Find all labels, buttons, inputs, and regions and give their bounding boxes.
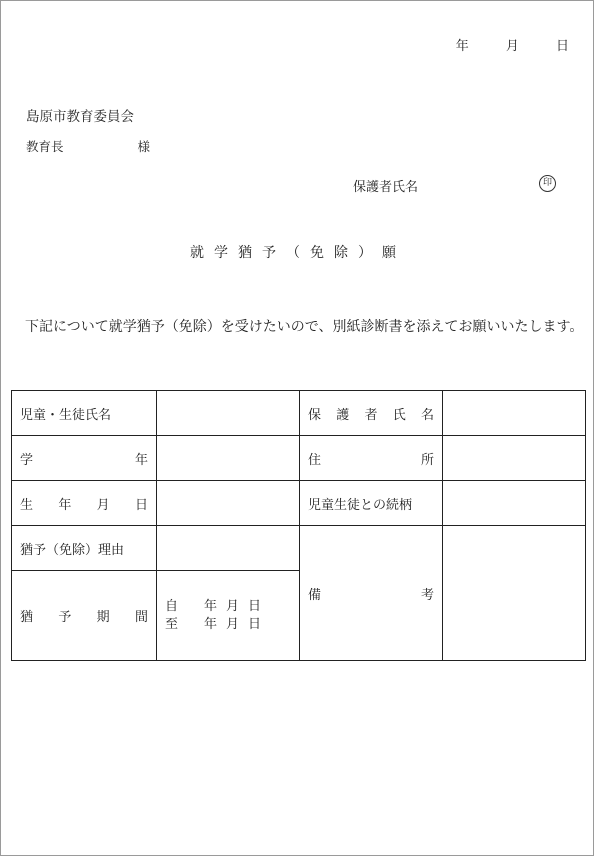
relation-label: 児童生徒との続柄 xyxy=(300,481,443,526)
guardian-char: 氏 xyxy=(392,407,406,423)
period-from-line: 自 年 月 日 xyxy=(165,598,261,614)
reason-label: 猶予（免除）理由 xyxy=(12,526,157,571)
date-year: 年 xyxy=(455,39,469,54)
addressee-line xyxy=(26,137,150,155)
birthdate-field[interactable] xyxy=(157,481,300,526)
table-row xyxy=(12,526,586,571)
addressee-honorific: 様 xyxy=(137,139,151,154)
guardian-char: 護 xyxy=(336,407,350,423)
document-body: 下記について就学猶予（免除）を受けたいので、別紙診断書を添えてお願いいたします。 xyxy=(25,319,584,335)
date-line xyxy=(423,35,569,54)
date-day: 日 xyxy=(555,39,569,54)
period-to-line: 至 年 月 日 xyxy=(165,616,261,632)
remarks-field[interactable] xyxy=(443,526,586,661)
date-month: 月 xyxy=(505,39,519,54)
period-field[interactable] xyxy=(157,571,300,661)
table-row xyxy=(12,391,586,436)
period-label: 猶 予 期 間 xyxy=(12,571,157,661)
guardian-char: 者 xyxy=(364,407,378,423)
address-field[interactable] xyxy=(443,436,586,481)
address-label: 住 所 xyxy=(300,436,443,481)
guardian-name-field[interactable] xyxy=(443,391,586,436)
table-row xyxy=(12,481,586,526)
document-title: 就学猶予（免除）願 xyxy=(190,245,406,261)
guardian-name-cell-label xyxy=(300,391,443,436)
grade-field[interactable] xyxy=(157,436,300,481)
seal-mark: 印 xyxy=(539,175,556,192)
guardian-name-label: 保護者氏名 xyxy=(353,180,419,195)
relation-field[interactable] xyxy=(443,481,586,526)
table-row xyxy=(12,436,586,481)
application-table xyxy=(11,390,586,661)
guardian-char: 名 xyxy=(420,407,434,423)
guardian-char: 保 xyxy=(308,407,322,423)
reason-field[interactable] xyxy=(157,526,300,571)
addressee-organization: 島原市教育委員会 xyxy=(26,109,134,125)
student-name-label: 児童・生徒氏名 xyxy=(12,391,157,436)
student-name-field[interactable] xyxy=(157,391,300,436)
birthdate-label: 生 年 月 日 xyxy=(12,481,157,526)
grade-label: 学 年 xyxy=(12,436,157,481)
remarks-label: 備 考 xyxy=(300,526,443,661)
addressee-title: 教育長 xyxy=(26,139,64,154)
